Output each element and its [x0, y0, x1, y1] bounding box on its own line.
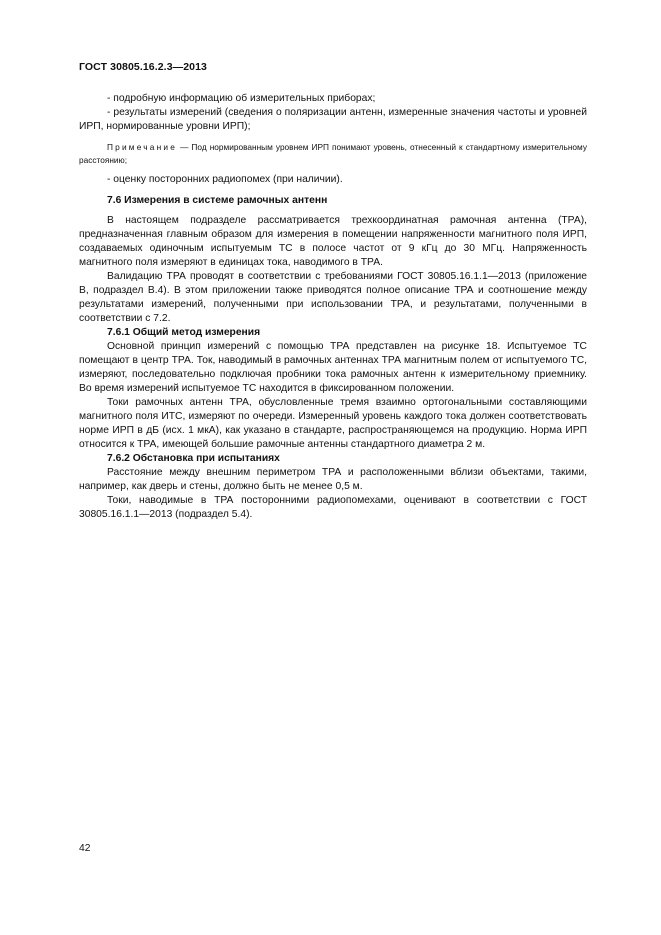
document-body: [79, 92, 587, 522]
list-item: - оценку посторонних радиопомех (при наличии).: [107, 174, 343, 185]
list-item: - результаты измерений (сведения о поляризации антенн, измеренные значения частоты и уровней ИРП, нормированные уровни ИРП);: [79, 107, 587, 132]
section-heading-7-6-1: 7.6.1 Общий метод измерения: [107, 327, 261, 338]
note-label: Примечание: [107, 142, 178, 152]
note-paragraph: [79, 141, 587, 167]
section-heading-7-6: 7.6 Измерения в системе рамочных антенн: [107, 195, 328, 206]
paragraph: Токи рамочных антенн ТРА, обусловленные тремя взаимно ортогональными составляющими магнитного поля ИТС, измеряют по очереди. Измеренный уровень каждого тока должен соответствовать норме ИРП в дБ (исх. 1 мкА), как указано в стандарте, распространяющемся на продукцию. Норма ИРП относится к ТРА, имеющей большие рамочные антенны стандартного диаметра 2 м.: [79, 397, 587, 450]
page-number: 42: [79, 843, 91, 854]
note-text: — Под нормированным уровнем ИРП понимают уровень, отнесенный к стандартному измерительному расстоянию;: [79, 142, 587, 165]
document-header: ГОСТ 30805.16.2.3—2013: [79, 61, 207, 73]
paragraph: Токи, наводимые в ТРА посторонними радиопомехами, оценивают в соответствии с ГОСТ 30805.16.1.1—2013 (подраздел 5.4).: [79, 495, 587, 520]
section-heading-7-6-2: 7.6.2 Обстановка при испытаниях: [107, 453, 280, 464]
list-item: - подробную информацию об измерительных приборах;: [107, 93, 376, 104]
paragraph: Основной принцип измерений с помощью ТРА представлен на рисунке 18. Испытуемое ТС помещают в центр ТРА. Ток, наводимый в рамочных антеннах ТРА магнитным полем от испытуемого ТС, измеряют, последовательно подключая пробники тока рамочных антенн к измерительному приемнику. Во время измерений испытуемое ТС находится в фиксированном положении.: [79, 341, 587, 394]
paragraph: В настоящем подразделе рассматривается трехкоординатная рамочная антенна (ТРА), предназначенная главным образом для измерения в помещении напряженности магнитного поля ИРП, создаваемых одиночным испытуемым ТС в полосе частот от 9 кГц до 30 МГц. Напряженность магнитного поля измеряют в единицах тока, наводимого в ТРА.: [79, 215, 587, 268]
paragraph: Валидацию ТРА проводят в соответствии с требованиями ГОСТ 30805.16.1.1—2013 (приложение В, подраздел В.4). В этом приложении также приводятся полное описание ТРА и соотношение между результатами измерений, полученными при использовании ТРА, и результатами, полученными в соответствии с 7.2.: [79, 271, 587, 324]
paragraph: Расстояние между внешним периметром ТРА и расположенными вблизи объектами, такими, например, как дверь и стены, должно быть не менее 0,5 м.: [79, 467, 587, 492]
